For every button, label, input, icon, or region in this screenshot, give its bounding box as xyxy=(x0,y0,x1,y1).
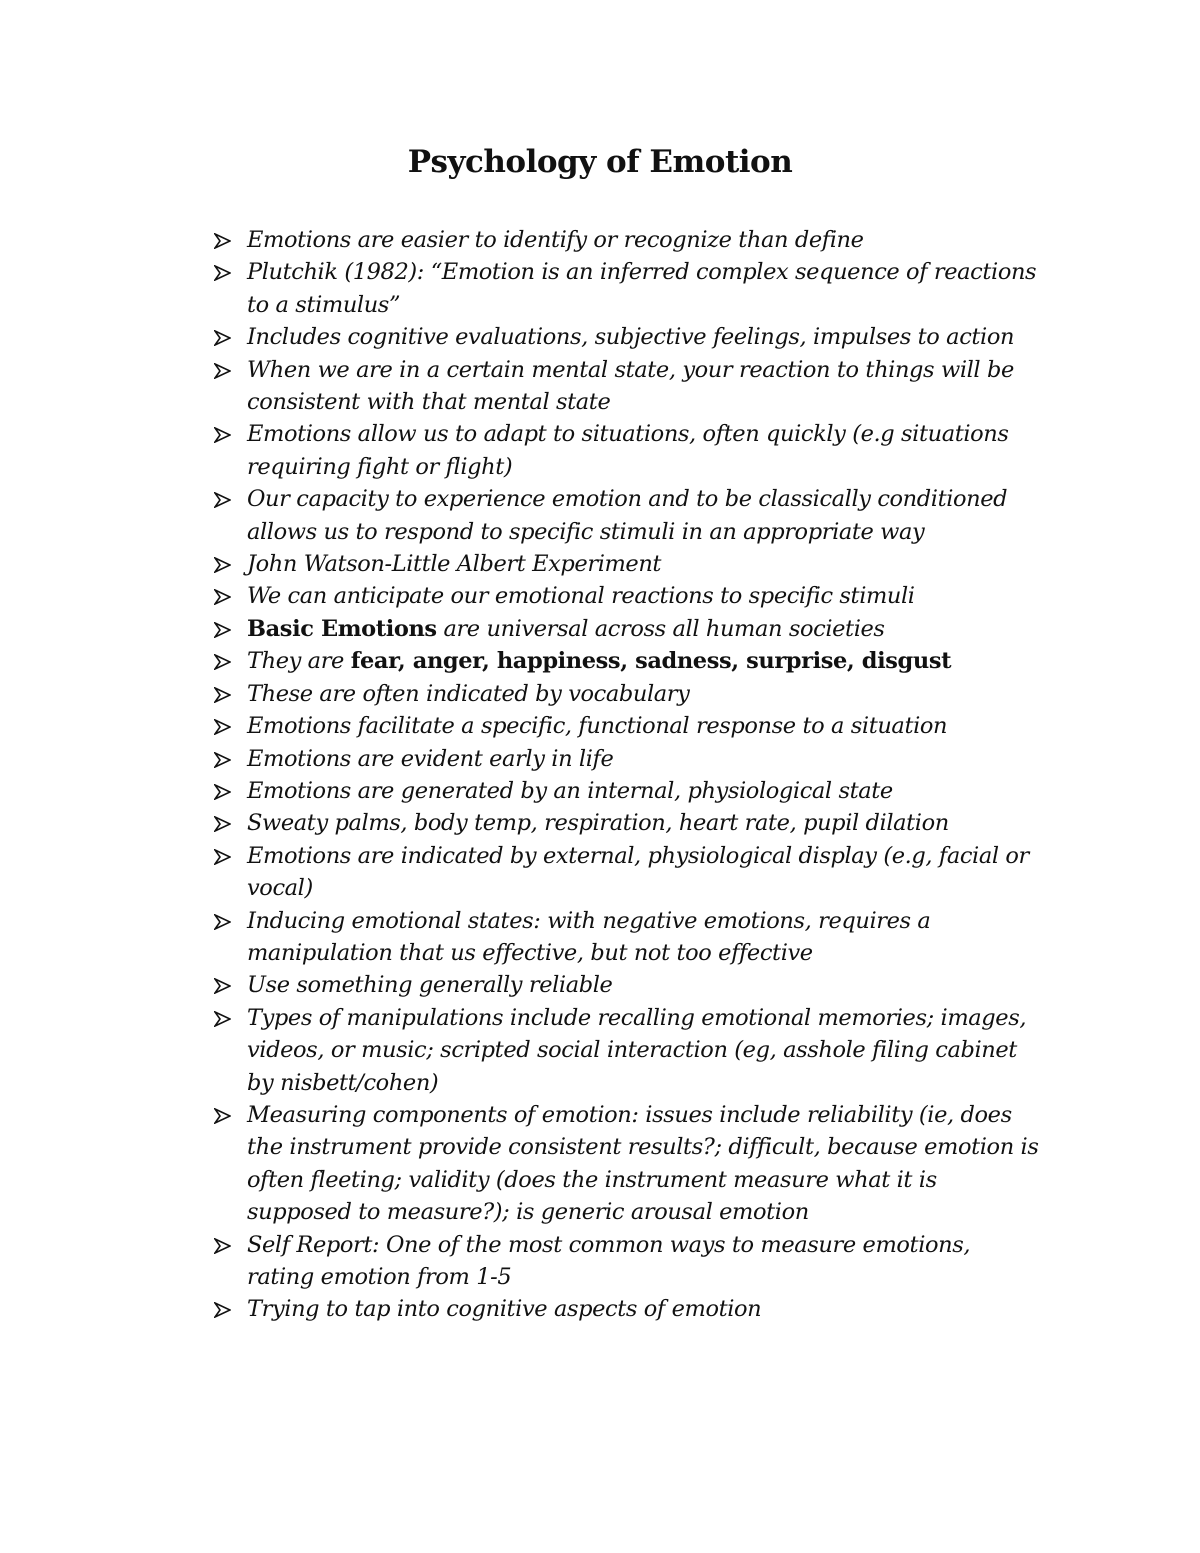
list-item xyxy=(212,1002,1042,1099)
bullet-text: Emotions facilitate a specific, functional response to a situation xyxy=(247,713,948,740)
bullet-text: They are xyxy=(247,648,351,675)
arrowhead-bullet-icon xyxy=(214,1108,231,1124)
bullet-text: These are often indicated by vocabulary xyxy=(247,680,690,707)
arrowhead-bullet-icon xyxy=(214,752,231,768)
list-item xyxy=(212,743,1042,775)
list-item xyxy=(212,1229,1042,1294)
list-item xyxy=(212,224,1042,256)
bullet-text: are universal across all human societies xyxy=(436,615,885,642)
list-item xyxy=(212,580,1042,612)
bullet-text: Plutchik (1982): “Emotion is an inferred complex sequence of reactions to a stimulus” xyxy=(247,259,1037,318)
list-item xyxy=(212,969,1042,1001)
arrowhead-bullet-icon xyxy=(214,330,231,346)
list-item xyxy=(212,418,1042,483)
bullet-text: Emotions are evident early in life xyxy=(247,745,614,772)
list-item xyxy=(212,840,1042,905)
bullet-text: Our capacity to experience emotion and to be classically conditioned allows us to respond to specific stimuli in an appropriate way xyxy=(247,486,1008,545)
arrowhead-bullet-icon xyxy=(214,719,231,735)
list-item xyxy=(212,678,1042,710)
list-item xyxy=(212,775,1042,807)
arrowhead-bullet-icon xyxy=(214,589,231,605)
page-title: Psychology of Emotion xyxy=(407,144,793,180)
arrowhead-bullet-icon xyxy=(214,849,231,865)
list-item xyxy=(212,256,1042,321)
bullet-text: When we are in a certain mental state, your reaction to things will be consistent with that mental state xyxy=(247,356,1014,416)
arrowhead-bullet-icon xyxy=(214,784,231,800)
bullet-text: Emotions are generated by an internal, physiological state xyxy=(247,777,893,804)
arrowhead-bullet-icon xyxy=(214,1302,231,1318)
arrowhead-bullet-icon xyxy=(214,492,231,508)
bullet-text: Emotions allow us to adapt to situations, often quickly (e.g situations requiring fight or flight) xyxy=(247,421,1009,480)
bullet-text: John Watson-Little Albert Experiment xyxy=(247,551,662,578)
list-item xyxy=(212,710,1042,742)
arrowhead-bullet-icon xyxy=(214,265,231,281)
list-item xyxy=(212,354,1042,419)
arrowhead-bullet-icon xyxy=(214,816,231,832)
list-item xyxy=(212,548,1042,580)
bold-text: fear, anger, happiness, sadness, surprise, disgust xyxy=(350,648,952,675)
bullet-text: Measuring components of emotion: issues include reliability (ie, does the instrument provide consistent results?; difficult, because emotion is often fleeting; validity (does the instrument measure what it is supposed to measure?); is generic arousal emotion xyxy=(247,1101,1039,1226)
list-item xyxy=(212,483,1042,548)
bullet-text: We can anticipate our emotional reactions to specific stimuli xyxy=(247,583,915,610)
list-item xyxy=(212,807,1042,839)
arrowhead-bullet-icon xyxy=(214,914,231,930)
list-item xyxy=(212,321,1042,353)
bullet-text: Types of manipulations include recalling emotional memories; images, videos, or music; scripted social interaction (eg, asshole filing cabinet by nisbett/cohen) xyxy=(247,1004,1027,1096)
bullet-text: Inducing emotional states: with negative emotions, requires a manipulation that us effective, but not too effective xyxy=(247,907,931,966)
list-item xyxy=(212,1293,1042,1325)
arrowhead-bullet-icon xyxy=(214,654,231,670)
bullet-text: Emotions are easier to identify or recognize than define xyxy=(247,227,864,253)
arrowhead-bullet-icon xyxy=(214,557,231,573)
list-item xyxy=(212,905,1042,970)
bullet-text: Sweaty palms, body temp, respiration, heart rate, pupil dilation xyxy=(247,810,949,837)
arrowhead-bullet-icon xyxy=(214,622,231,638)
arrowhead-bullet-icon xyxy=(214,363,231,379)
arrowhead-bullet-icon xyxy=(214,427,231,443)
arrowhead-bullet-icon xyxy=(214,1238,231,1254)
list-item xyxy=(212,1099,1042,1229)
arrowhead-bullet-icon xyxy=(214,233,231,249)
bullet-text: Use something generally reliable xyxy=(247,972,613,999)
arrowhead-bullet-icon xyxy=(214,978,231,994)
bullet-text: Includes cognitive evaluations, subjective feelings, impulses to action xyxy=(247,324,1015,351)
arrowhead-bullet-icon xyxy=(214,687,231,703)
bold-text: Basic Emotions xyxy=(247,615,437,642)
list-item xyxy=(212,645,1042,677)
bullet-list xyxy=(212,224,1042,1326)
bullet-text: Emotions are indicated by external, physiological display (e.g, facial or vocal) xyxy=(247,842,1029,902)
arrowhead-bullet-icon xyxy=(214,1011,231,1027)
bullet-text: Trying to tap into cognitive aspects of emotion xyxy=(247,1296,762,1323)
list-item xyxy=(212,613,1042,645)
bullet-text: Self Report: One of the most common ways to measure emotions, rating emotion from 1-5 xyxy=(247,1231,971,1290)
